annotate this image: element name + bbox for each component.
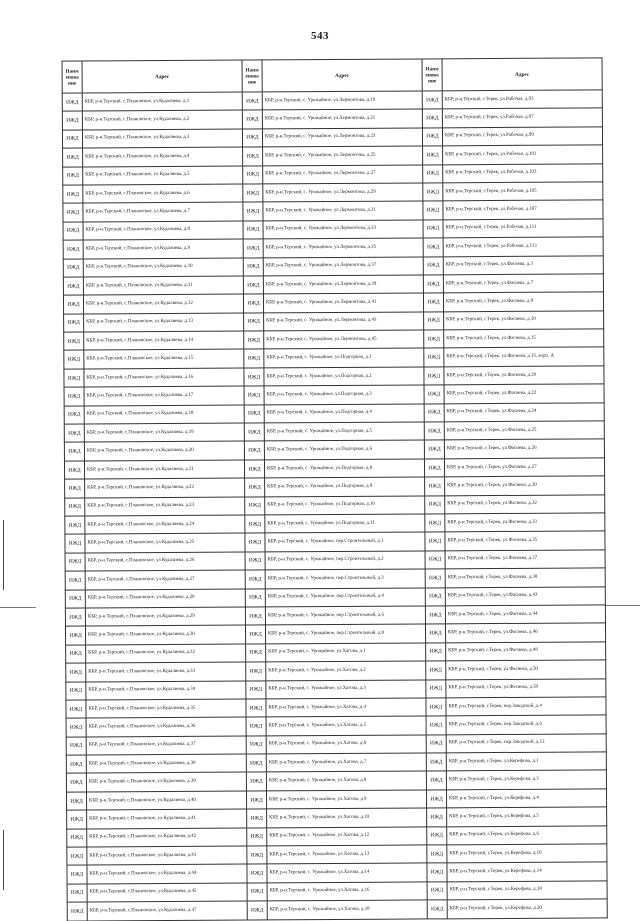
cell-address: КБР, р-н.Терский, с.Плановское, ул.Кудалиева, д.14 [84, 331, 244, 350]
cell-type: ИЖД [423, 201, 443, 220]
cell-address: КБР, р-н.Терский, с.Плановское, ул.Кудалиева, д.38 [86, 754, 246, 773]
cell-address: КБР, р-н.Терский, г.Терек, ул.Керефова, д.5 [447, 807, 607, 826]
cell-type: ИЖД [246, 662, 266, 681]
cell-address: КБР, р-н.Терский, с.Плановское, ул.Кудалиева, д.17 [84, 386, 244, 405]
cell-address: КБР, р-н.Терский, с. Урожайное, пер.Строительный, д.1 [265, 532, 425, 551]
cell-type: ИЖД [423, 238, 443, 257]
cell-address: КБР, р-н.Терский, с.Плановское, ул.Кудалиева, д.37 [86, 736, 246, 755]
cell-type: ИЖД [246, 699, 266, 718]
cell-type: ИЖД [247, 883, 267, 902]
cell-type: ИЖД [425, 624, 445, 643]
cell-type: ИЖД [244, 349, 264, 368]
cell-address: КБР, р-н.Терский, с. Урожайное, ул.Лермонтова, д.27 [263, 165, 423, 184]
cell-address: КБР, р-н.Терский, г.Терек, пер.Заводской, д.12 [446, 734, 606, 753]
header-address: Адрес [82, 60, 242, 93]
cell-type: ИЖД [63, 240, 83, 259]
cell-address: КБР, р-н.Терский, г.Терек, ул.Керефова, д.18 [447, 881, 607, 900]
cell-type: ИЖД [66, 700, 86, 719]
cell-type: ИЖД [426, 716, 446, 735]
cell-address: КБР, р-н.Терский, с.Плановское, ул.Кудалиева, д.24 [85, 515, 245, 534]
cell-address: КБР, р-н.Терский, с.Плановское, ул.Кудалиева, д.30 [85, 625, 245, 644]
cell-type: ИЖД [66, 682, 86, 701]
cell-address: КБР, р-н.Терский, с. Урожайное, ул.Лермонтова, д.23 [262, 128, 422, 147]
cell-type: ИЖД [246, 772, 266, 791]
cell-type: ИЖД [243, 147, 263, 166]
cell-address: КБР, р-н.Терский, г.Терек, ул.Фасиева, д.43 [445, 586, 605, 605]
cell-type: ИЖД [244, 405, 264, 424]
margin-mark [605, 605, 640, 606]
cell-type: ИЖД [246, 717, 266, 736]
cell-address: КБР, р-н.Терский, с.Плановское, ул.Кудалиева, д.18 [84, 405, 244, 424]
table-header-row [62, 58, 602, 93]
cell-address: КБР, р-н.Терский, с. Урожайное, ул.Подгорная, д.10 [265, 496, 425, 515]
cell-address: КБР, р-н.Терский, с.Плановское, ул.Кудалиева, д.11 [83, 276, 243, 295]
cell-type: ИЖД [422, 91, 442, 110]
cell-type: ИЖД [427, 863, 447, 882]
cell-type: ИЖД [425, 569, 445, 588]
cell-type: ИЖД [243, 239, 263, 258]
cell-type: ИЖД [62, 93, 82, 112]
cell-type: ИЖД [64, 424, 84, 443]
cell-type: ИЖД [67, 884, 87, 903]
cell-type: ИЖД [427, 808, 447, 827]
cell-address: КБР, р-н.Терский, с. Урожайное, ул.Подгорная, д.4 [264, 404, 424, 423]
cell-address: КБР, р-н.Терский, с. Урожайное, ул.Хагова, д.12 [267, 827, 427, 846]
cell-type: ИЖД [65, 498, 85, 517]
cell-type: ИЖД [423, 146, 443, 165]
cell-address: КБР, р-н.Терский, г.Терек, ул.Фасиева, д.3 [443, 255, 603, 274]
cell-address: КБР, р-н.Терский, с. Урожайное, ул.Лермонтова, д.37 [263, 256, 423, 275]
cell-address: КБР, р-н.Терский, с. Урожайное, ул.Хагова, д.10 [267, 808, 427, 827]
cell-type: ИЖД [424, 312, 444, 331]
cell-type: ИЖД [427, 845, 447, 864]
cell-address: КБР, р-н.Терский, г.Терек, ул.Фасиева, д.27 [444, 458, 604, 477]
cell-address: КБР, р-н.Терский, г.Терек, ул.Рабочая, д.93 [442, 90, 602, 109]
cell-type: ИЖД [243, 202, 263, 221]
cell-type: ИЖД [67, 829, 87, 848]
cell-address: КБР, р-н.Терский, г.Терек, ул.Фасиева, д.30 [445, 476, 605, 495]
cell-address: КБР, р-н.Терский, с. Урожайное, ул.Хагова, д.5 [266, 716, 426, 735]
cell-address: КБР, р-н.Терский, с.Плановское, ул.Кудалиева, д.26 [85, 552, 245, 571]
cell-type: ИЖД [424, 422, 444, 441]
cell-type: ИЖД [246, 736, 266, 755]
cell-address: КБР, р-н.Терский, г.Терек, ул.Фасиева, д.37 [445, 550, 605, 569]
cell-address: КБР, р-н.Терский, г.Терек, ул.Рабочая, д.107 [443, 200, 603, 219]
cell-type: ИЖД [243, 294, 263, 313]
cell-type: ИЖД [242, 110, 262, 129]
cell-address: КБР, р-н.Терский, г.Терек, ул.Рабочая, д.101 [443, 145, 603, 164]
cell-address: КБР, р-н.Терский, с. Урожайное, ул.Лермонтова, д.39 [263, 275, 423, 294]
cell-type: ИЖД [425, 477, 445, 496]
cell-type: ИЖД [64, 314, 84, 333]
cell-address: КБР, р-н.Терский, г.Терек, пер.Заводской, д.4 [446, 697, 606, 716]
cell-type: ИЖД [425, 495, 445, 514]
cell-address: КБР, р-н.Терский, г.Терек, ул.Керефова, д.1 [446, 752, 606, 771]
header-type: Наим енова ние [422, 59, 442, 91]
cell-type: ИЖД [426, 661, 446, 680]
cell-type: ИЖД [426, 679, 446, 698]
cell-address: КБР, р-н.Терский, с.Плановское, ул.Кудалиева, д.47 [87, 901, 247, 920]
cell-address: КБР, р-н.Терский, с.Плановское, ул.Кудалиева, д.25 [85, 533, 245, 552]
cell-address: КБР, р-н.Терский, с.Плановское, ул.Кудалиева, д.45 [87, 883, 247, 902]
cell-type: ИЖД [244, 386, 264, 405]
cell-type: ИЖД [64, 332, 84, 351]
cell-type: ИЖД [423, 256, 443, 275]
cell-type: ИЖД [65, 571, 85, 590]
cell-type: ИЖД [243, 165, 263, 184]
cell-type: ИЖД [64, 442, 84, 461]
cell-type: ИЖД [424, 459, 444, 478]
cell-type: ИЖД [424, 330, 444, 349]
address-sheet [62, 57, 607, 915]
cell-type: ИЖД [66, 792, 86, 811]
cell-address: КБР, р-н.Терский, г.Терек, ул.Фасиева, д.7 [443, 274, 603, 293]
cell-type: ИЖД [245, 515, 265, 534]
cell-address: КБР, р-н.Терский, г.Терек, ул.Фасиева, д.9 [443, 292, 603, 311]
cell-address: КБР, р-н.Терский, с. Урожайное, ул.Лермонтова, д.45 [264, 330, 424, 349]
cell-address: КБР, р-н.Терский, с. Урожайное, ул.Хагова, д.2 [266, 661, 426, 680]
cell-address: КБР, р-н.Терский, с. Урожайное, ул.Хагова, д.4 [266, 698, 426, 717]
cell-type: ИЖД [245, 533, 265, 552]
cell-address: КБР, р-н.Терский, с. Урожайное, ул.Подгорная, д.6 [264, 440, 424, 459]
cell-address: КБР, р-н.Терский, с.Плановское, ул.Кудалиева, д.12 [83, 294, 243, 313]
cell-address: КБР, р-н.Терский, с.Плановское, ул.Кудалиева, д.5 [83, 166, 243, 185]
cell-address: КБР, р-н.Терский, г.Терек, ул.Фасиева, д.15 [444, 329, 604, 348]
cell-type: ИЖД [63, 167, 83, 186]
cell-type: ИЖД [65, 608, 85, 627]
cell-type: ИЖД [62, 130, 82, 149]
cell-address: КБР, р-н.Терский, г.Терек, ул.Фасиева, д.20 [444, 366, 604, 385]
cell-address: КБР, р-н.Терский, с. Урожайное, ул.Хагова, д.9 [266, 790, 426, 809]
cell-address: КБР, р-н.Терский, с.Плановское, ул.Кудалиева, д.35 [86, 699, 246, 718]
cell-type: ИЖД [426, 790, 446, 809]
cell-type: ИЖД [425, 532, 445, 551]
cell-address: КБР, р-н.Терский, с.Плановское, ул.Кудалиева, д.23 [85, 497, 245, 516]
cell-address: КБР, р-н.Терский, г.Терек, ул.Фасиева, д.50 [446, 660, 606, 679]
cell-address: КБР, р-н.Терский, с.Плановское, ул.Кудалиева, д.33 [86, 662, 246, 681]
cell-type: ИЖД [244, 423, 264, 442]
cell-type: ИЖД [245, 588, 265, 607]
cell-type: ИЖД [246, 791, 266, 810]
cell-address: КБР, р-н.Терский, г.Терек, ул.Фасиева, д.44 [445, 605, 605, 624]
cell-type: ИЖД [424, 385, 444, 404]
cell-address: КБР, р-н.Терский, с.Плановское, ул.Кудалиева, д.6 [83, 184, 243, 203]
cell-type: ИЖД [426, 771, 446, 790]
cell-type: ИЖД [64, 369, 84, 388]
cell-type: ИЖД [427, 826, 447, 845]
cell-type: ИЖД [63, 295, 83, 314]
cell-type: ИЖД [246, 754, 266, 773]
cell-address: КБР, р-н.Терский, г.Терек, ул.Фасиева, д.38 [445, 568, 605, 587]
cell-address: КБР, р-н.Терский, г.Терек, ул.Фасиева, д.46 [445, 623, 605, 642]
cell-type: ИЖД [427, 882, 447, 901]
cell-address: КБР, р-н.Терский, г.Терек, ул.Фасиева, д.22 [444, 384, 604, 403]
header-type: Наим енова ние [242, 60, 262, 92]
cell-address: КБР, р-н.Терский, с. Урожайное, пер.Строительный, д.3 [265, 569, 425, 588]
cell-address: КБР, р-н.Терский, с. Урожайное, ул.Лермонтова, д.21 [262, 109, 422, 128]
scan-edge-line [3, 830, 4, 890]
cell-type: ИЖД [423, 275, 443, 294]
cell-address: КБР, р-н.Терский, с.Плановское, ул.Кудалиева, д.39 [86, 772, 246, 791]
cell-type: ИЖД [243, 221, 263, 240]
cell-type: ИЖД [426, 753, 446, 772]
cell-address: КБР, р-н.Терский, г.Терек, ул.Рабочая, д.97 [442, 108, 602, 127]
cell-type: ИЖД [425, 587, 445, 606]
cell-type: ИЖД [65, 479, 85, 498]
cell-type: ИЖД [66, 718, 86, 737]
cell-address: КБР, р-н.Терский, г.Терек, ул.Рабочая, д.111 [443, 219, 603, 238]
cell-address: КБР, р-н.Терский, с. Урожайное, ул.Хагова, д.18 [267, 900, 427, 919]
cell-type: ИЖД [425, 551, 445, 570]
cell-address: КБР, р-н.Терский, с.Плановское, ул.Кудалиева, д.43 [87, 846, 247, 865]
cell-type: ИЖД [65, 534, 85, 553]
cell-address: КБР, р-н.Терский, с.Плановское, ул.Кудалиева, д.42 [87, 828, 247, 847]
cell-type: ИЖД [247, 809, 267, 828]
cell-address: КБР, р-н.Терский, с.Плановское, ул.Кудалиева, д.44 [87, 864, 247, 883]
cell-address: КБР, р-н.Терский, с. Урожайное, ул.Подгорная, д.8 [264, 459, 424, 478]
cell-address: КБР, р-н.Терский, с. Урожайное, ул.Подгорная, д.9 [265, 477, 425, 496]
cell-address: КБР, р-н.Терский, с. Урожайное, ул.Хагова, д.8 [266, 771, 426, 790]
cell-type: ИЖД [65, 590, 85, 609]
header-type: Наим енова ние [62, 61, 82, 93]
cell-address: КБР, р-н.Терский, с.Плановское, ул.Кудалиева, д.10 [83, 258, 243, 277]
cell-address: КБР, р-н.Терский, г.Терек, ул.Фасиева, д.26 [444, 439, 604, 458]
scan-edge-line [3, 520, 4, 590]
cell-address: КБР, р-н.Терский, с. Урожайное, ул.Подгорная, д.3 [264, 385, 424, 404]
cell-address: КБР, р-н.Терский, с. Урожайное, ул.Подгорная, д.5 [264, 422, 424, 441]
address-table [62, 57, 608, 921]
cell-address: КБР, р-н.Терский, с.Плановское, ул.Кудалиева, д.9 [83, 239, 243, 258]
cell-address: КБР, р-н.Терский, с. Урожайное, ул.Хагова, д.6 [266, 735, 426, 754]
cell-address: КБР, р-н.Терский, г.Терек, ул.Керефова, д.4 [446, 789, 606, 808]
cell-address: КБР, р-н.Терский, с. Урожайное, ул.Хагова, д.16 [267, 882, 427, 901]
cell-type: ИЖД [423, 293, 443, 312]
cell-type: ИЖД [244, 331, 264, 350]
cell-type: ИЖД [243, 276, 263, 295]
cell-type: ИЖД [423, 220, 443, 239]
cell-type: ИЖД [245, 625, 265, 644]
cell-address: КБР, р-н.Терский, с. Урожайное, ул.Лермонтова, д.35 [263, 238, 423, 257]
cell-address: КБР, р-н.Терский, с. Урожайное, ул.Лермонтова, д.19 [262, 91, 422, 110]
cell-type: ИЖД [242, 92, 262, 111]
cell-type: ИЖД [245, 478, 265, 497]
cell-type: ИЖД [424, 403, 444, 422]
cell-address: КБР, р-н.Терский, с. Урожайное, ул.Хагова, д.7 [266, 753, 426, 772]
cell-address: КБР, р-н.Терский, с.Плановское, ул.Кудалиева, д.19 [84, 423, 244, 442]
cell-type: ИЖД [242, 129, 262, 148]
cell-type: ИЖД [65, 516, 85, 535]
cell-address: КБР, р-н.Терский, с. Урожайное, пер.Строительный, д.6 [265, 606, 425, 625]
cell-type: ИЖД [65, 626, 85, 645]
cell-address: КБР, р-н.Терский, с.Плановское, ул.Кудалиева, д.32 [86, 644, 246, 663]
cell-type: ИЖД [423, 164, 443, 183]
cell-type: ИЖД [245, 497, 265, 516]
cell-address: КБР, р-н.Терский, с.Плановское, ул.Кудалиева, д.7 [83, 202, 243, 221]
cell-address: КБР, р-н.Терский, с.Плановское, ул.Кудалиева, д.40 [86, 791, 246, 810]
cell-type: ИЖД [425, 606, 445, 625]
cell-type: ИЖД [424, 367, 444, 386]
cell-address: КБР, р-н.Терский, с.Плановское, ул.Кудалиева, д.29 [85, 607, 245, 626]
cell-type: ИЖД [247, 901, 267, 920]
cell-address: КБР, р-н.Терский, с. Урожайное, ул.Лермонтова, д.41 [263, 293, 423, 312]
cell-address: КБР, р-н.Терский, с.Плановское, ул.Кудалиева, д.22 [85, 478, 245, 497]
cell-address: КБР, р-н.Терский, с. Урожайное, ул.Лермонтова, д.43 [264, 312, 424, 331]
cell-address: КБР, р-н.Терский, с. Урожайное, ул.Подгорная, д.1 [264, 348, 424, 367]
cell-address: КБР, р-н.Терский, г.Терек, ул.Рабочая, д.99 [442, 127, 602, 146]
table-body [62, 90, 607, 921]
cell-address: КБР, р-н.Терский, с. Урожайное, ул.Хагова, д.13 [267, 845, 427, 864]
cell-address: КБР, р-н.Терский, г.Терек, ул.Фасиева, д.25 [444, 421, 604, 440]
cell-address: КБР, р-н.Терский, г.Терек, ул.Фасиева, д.35 [445, 531, 605, 550]
cell-type: ИЖД [63, 222, 83, 241]
cell-type: ИЖД [422, 128, 442, 147]
cell-address: КБР, р-н.Терский, г.Терек, ул.Фасиева, д.10 [444, 311, 604, 330]
cell-type: ИЖД [424, 440, 444, 459]
cell-type: ИЖД [247, 828, 267, 847]
cell-address: КБР, р-н.Терский, г.Терек, ул.Рабочая, д.103 [443, 163, 603, 182]
cell-address: КБР, р-н.Терский, с. Урожайное, ул.Хагова, д.14 [267, 863, 427, 882]
cell-address: КБР, р-н.Терский, г.Терек, пер.Заводской, д.6 [446, 715, 606, 734]
cell-address: КБР, р-н.Терский, г.Терек, ул.Фасиева, д.32 [445, 494, 605, 513]
cell-address: КБР, р-н.Терский, с.Плановское, ул.Кудалиева, д.13 [84, 313, 244, 332]
cell-type: ИЖД [66, 737, 86, 756]
cell-address: КБР, р-н.Терский, с. Урожайное, ул.Лермонтова, д.33 [263, 220, 423, 239]
cell-type: ИЖД [67, 865, 87, 884]
cell-type: ИЖД [247, 846, 267, 865]
cell-type: ИЖД [426, 734, 446, 753]
cell-type: ИЖД [63, 148, 83, 167]
cell-address: КБР, р-н.Терский, г.Терек, ул.Фасиева, д.58 [446, 678, 606, 697]
cell-address: КБР, р-н.Терский, с.Плановское, ул.Кудалиева, д.20 [84, 441, 244, 460]
cell-address: КБР, р-н.Терский, с.Плановское, ул.Кудалиева, д.21 [84, 460, 244, 479]
cell-type: ИЖД [64, 350, 84, 369]
cell-type: ИЖД [64, 461, 84, 480]
cell-type: ИЖД [245, 570, 265, 589]
cell-address: КБР, р-н.Терский, г.Терек, ул.Фасиева, д.48 [446, 642, 606, 661]
margin-mark [0, 607, 36, 608]
cell-type: ИЖД [246, 644, 266, 663]
cell-type: ИЖД [63, 277, 83, 296]
cell-type: ИЖД [245, 607, 265, 626]
cell-address: КБР, р-н.Терский, г.Терек, ул.Рабочая, д.113 [443, 237, 603, 256]
cell-address: КБР, р-н.Терский, с. Урожайное, пер.Строительный, д.2 [265, 551, 425, 570]
cell-type: ИЖД [426, 643, 446, 662]
cell-type: ИЖД [426, 698, 446, 717]
cell-type: ИЖД [423, 183, 443, 202]
cell-type: ИЖД [67, 847, 87, 866]
cell-type: ИЖД [62, 111, 82, 130]
cell-type: ИЖД [247, 864, 267, 883]
cell-type: ИЖД [244, 441, 264, 460]
cell-address: КБР, р-н.Терский, с. Урожайное, пер.Строительный, д.4 [265, 587, 425, 606]
page-number: 543 [311, 30, 329, 42]
cell-address: КБР, р-н.Терский, с.Плановское, ул.Кудалиева, д.3 [82, 129, 242, 148]
cell-address: КБР, р-н.Терский, г.Терек, ул.Керефова, д.10 [447, 844, 607, 863]
cell-type: ИЖД [67, 810, 87, 829]
cell-address: КБР, р-н.Терский, с. Урожайное, ул.Лермонтова, д.31 [263, 201, 423, 220]
cell-type: ИЖД [66, 663, 86, 682]
cell-type: ИЖД [64, 387, 84, 406]
cell-address: КБР, р-н.Терский, г.Терек, ул.Керефова, д.20 [447, 899, 607, 918]
cell-type: ИЖД [66, 755, 86, 774]
cell-address: КБР, р-н.Терский, с.Плановское, ул.Кудалиева, д.4 [83, 147, 243, 166]
cell-type: ИЖД [427, 900, 447, 919]
cell-address: КБР, р-н.Терский, г.Терек, ул.Фасиева, д.24 [444, 402, 604, 421]
cell-address: КБР, р-н.Терский, с. Урожайное, ул.Подгорная, д.2 [264, 367, 424, 386]
cell-address: КБР, р-н.Терский, с.Плановское, ул.Кудалиева, д.27 [85, 570, 245, 589]
cell-address: КБР, р-н.Терский, с.Плановское, ул.Кудалиева, д.8 [83, 221, 243, 240]
cell-type: ИЖД [243, 257, 263, 276]
cell-address: КБР, р-н.Терский, с.Плановское, ул.Кудалиева, д.41 [87, 809, 247, 828]
cell-type: ИЖД [424, 348, 444, 367]
cell-address: КБР, р-н.Терский, с.Плановское, ул.Кудалиева, д.28 [85, 589, 245, 608]
cell-type: ИЖД [246, 680, 266, 699]
cell-type: ИЖД [244, 460, 264, 479]
cell-address: КБР, р-н.Терский, с.Плановское, ул.Кудалиева, д.34 [86, 681, 246, 700]
cell-type: ИЖД [244, 313, 264, 332]
table-row [67, 899, 607, 921]
header-address: Адрес [262, 59, 422, 92]
cell-type: ИЖД [64, 406, 84, 425]
header-address: Адрес [442, 58, 602, 91]
cell-type: ИЖД [245, 552, 265, 571]
cell-address: КБР, р-н.Терский, г.Терек, ул.Керефова, д.6 [447, 825, 607, 844]
cell-address: КБР, р-н.Терский, с. Урожайное, ул.Хагова, д.3 [266, 679, 426, 698]
cell-type: ИЖД [63, 185, 83, 204]
cell-address: КБР, р-н.Терский, с. Урожайное, ул.Лермонтова, д.25 [263, 146, 423, 165]
cell-address: КБР, р-н.Терский, с. Урожайное, ул.Подгорная, д.11 [265, 514, 425, 533]
cell-type: ИЖД [63, 203, 83, 222]
cell-type: ИЖД [63, 259, 83, 278]
cell-address: КБР, р-н.Терский, с. Урожайное, ул.Хагова, д.1 [266, 643, 426, 662]
cell-address: КБР, р-н.Терский, с.Плановское, ул.Кудалиева, д.1 [82, 92, 242, 111]
cell-type: ИЖД [66, 645, 86, 664]
cell-address: КБР, р-н.Терский, с.Плановское, ул.Кудалиева, д.16 [84, 368, 244, 387]
cell-address: КБР, р-н.Терский, с. Урожайное, пер.Строительный, д.8 [265, 624, 425, 643]
cell-address: КБР, р-н.Терский, г.Терек, ул.Фасиева, д.33 [445, 513, 605, 532]
cell-type: ИЖД [65, 553, 85, 572]
cell-address: КБР, р-н.Терский, г.Терек, ул.Рабочая, д.105 [443, 182, 603, 201]
cell-type: ИЖД [422, 109, 442, 128]
cell-address: КБР, р-н.Терский, г.Терек, ул.Керефова, д.14 [447, 862, 607, 881]
cell-address: КБР, р-н.Терский, с. Урожайное, ул.Лермонтова, д.29 [263, 183, 423, 202]
cell-type: ИЖД [67, 902, 87, 921]
cell-address: КБР, р-н.Терский, г.Терек, ул.Фасиева, д.15, корп. А [444, 347, 604, 366]
cell-type: ИЖД [66, 773, 86, 792]
cell-address: КБР, р-н.Терский, с.Плановское, ул.Кудалиева, д.36 [86, 717, 246, 736]
cell-type: ИЖД [425, 514, 445, 533]
cell-address: КБР, р-н.Терский, г.Терек, ул.Керефова, д.3 [446, 770, 606, 789]
cell-address: КБР, р-н.Терский, с.Плановское, ул.Кудалиева, д.2 [82, 110, 242, 129]
cell-type: ИЖД [244, 368, 264, 387]
cell-address: КБР, р-н.Терский, с.Плановское, ул.Кудалиева, д.15 [84, 350, 244, 369]
cell-type: ИЖД [243, 184, 263, 203]
